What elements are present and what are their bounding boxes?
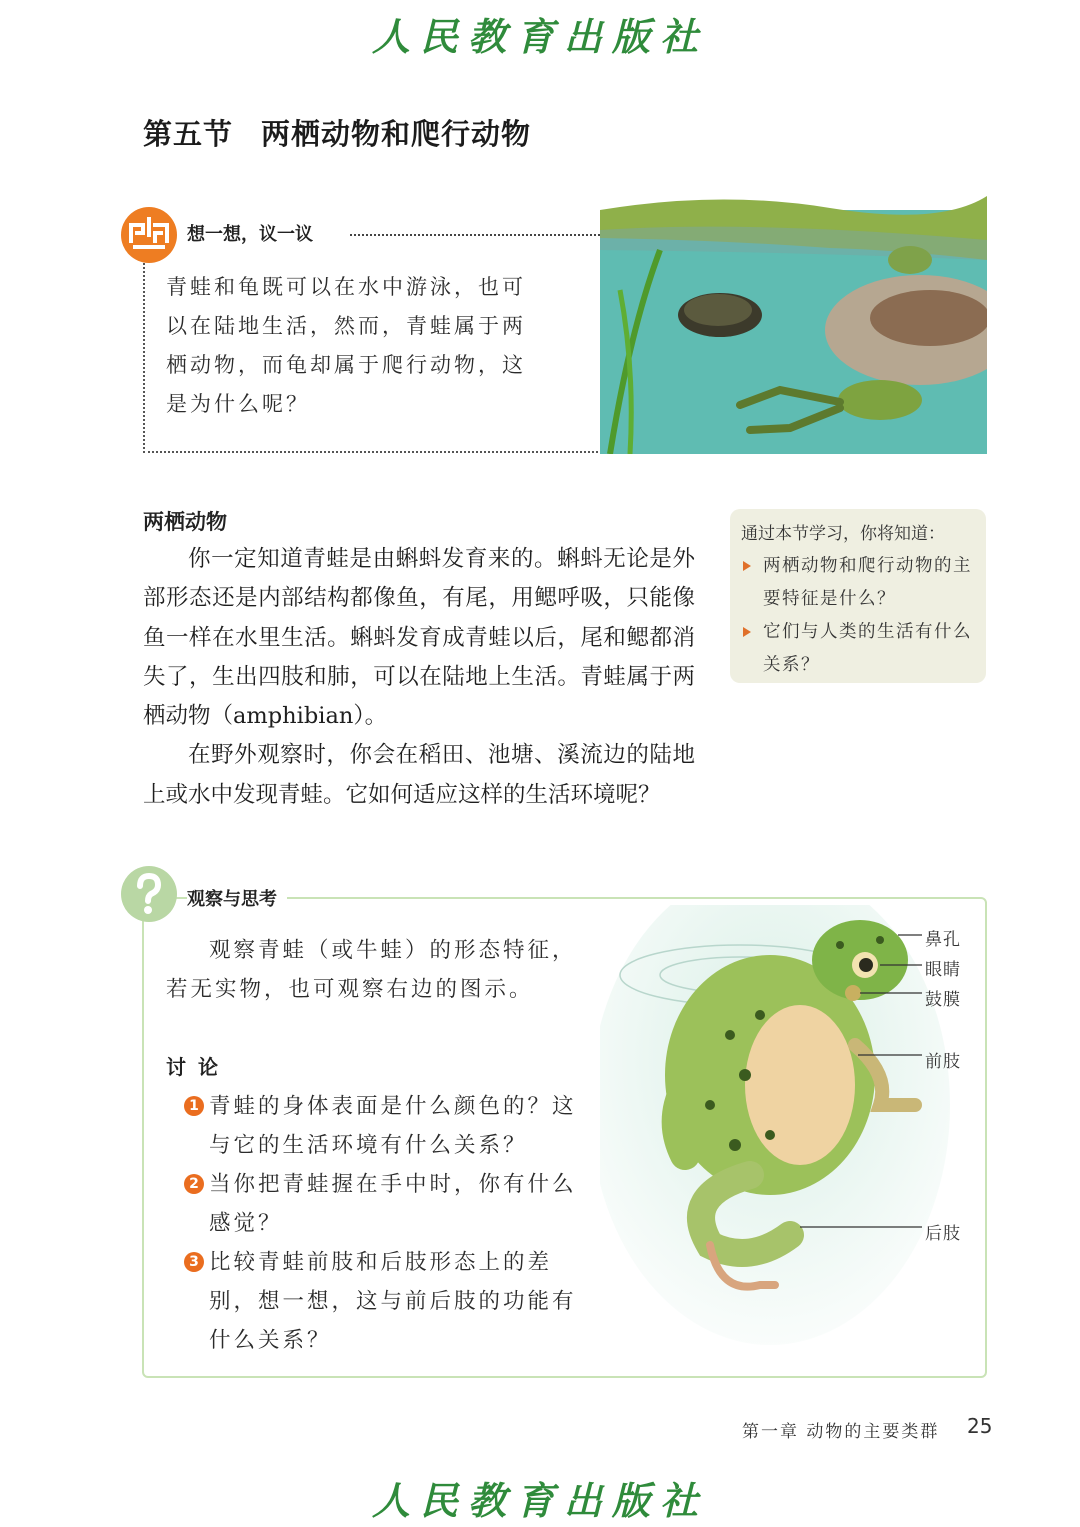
question-number-badge: 2: [184, 1174, 204, 1194]
amphibians-paragraph-1: 你一定知道青蛙是由蝌蚪发育来的。蝌蚪无论是外部形态还是内部结构都像鱼，有尾，用鳃呼吸，只能像鱼一样在水里生活。蝌蚪发育成青蛙以后，尾和鳃都消失了，生出四肢和肺，可以在陆地上生活。青蛙属于两栖动物（amphibian）。: [143, 546, 695, 730]
learning-goals-title: 通过本节学习，你将知道：: [741, 524, 945, 544]
discussion-question: [186, 1165, 596, 1243]
section-title: [143, 112, 531, 153]
discussion-label: 讨论: [166, 1055, 230, 1079]
observe-think-label: 观察与思考: [187, 885, 287, 911]
amphibians-heading: 两栖动物: [143, 510, 227, 534]
pond-frog-turtle-illustration: [600, 190, 987, 454]
section-number: 第五节: [143, 117, 234, 151]
question-mark-icon: [121, 866, 177, 922]
page-number: 25: [967, 1414, 993, 1438]
label-nostril: 鼻孔: [925, 930, 961, 950]
learning-goal-text: 两栖动物和爬行动物的主要特征是什么？: [763, 556, 972, 609]
question-text: 比较青蛙前肢和后肢形态上的差别，想一想，这与前后肢的功能有什么关系？: [209, 1250, 577, 1353]
dotted-divider: [350, 234, 600, 236]
question-number-badge: 3: [184, 1252, 204, 1272]
question-text: 当你把青蛙握在手中时，你有什么感觉？: [209, 1172, 577, 1236]
section-name: 两栖动物和爬行动物: [261, 117, 532, 151]
triangle-bullet-icon: [743, 561, 751, 571]
question-number-badge: 1: [184, 1096, 204, 1116]
label-eye: 眼睛: [925, 960, 961, 980]
frog-anatomy-figure: [600, 905, 985, 1367]
learning-goal-item: [741, 616, 976, 682]
label-eardrum: 鼓膜: [925, 990, 961, 1010]
label-forelimb: 前肢: [925, 1052, 961, 1072]
triangle-bullet-icon: [743, 627, 751, 637]
learning-goals-box: [730, 509, 986, 683]
footer-chapter: 第一章 动物的主要类群: [742, 1422, 940, 1442]
think-discuss-icon: [121, 207, 177, 263]
discussion-questions: [186, 1087, 596, 1360]
learning-goal-item: [741, 550, 976, 616]
label-hindlimb: 后肢: [925, 1224, 961, 1244]
think-discuss-label: 想一想，议一议: [187, 224, 313, 245]
amphibians-paragraph-2: 在野外观察时，你会在稻田、池塘、溪流边的陆地上或水中发现青蛙。它如何适应这样的生活环境呢？: [143, 742, 695, 808]
observe-instruction: [166, 931, 594, 1009]
publisher-watermark-top: 人民教育出版社: [371, 14, 708, 59]
discussion-question: [186, 1087, 596, 1165]
publisher-watermark-bottom: 人民教育出版社: [371, 1478, 708, 1523]
question-text: 青蛙的身体表面是什么颜色的？这与它的生活环境有什么关系？: [209, 1094, 577, 1158]
discussion-question: [186, 1243, 596, 1360]
amphibians-body: [143, 540, 695, 815]
observe-instruction-text: 观察青蛙（或牛蛙）的形态特征，若无实物，也可观察右边的图示。: [166, 938, 577, 1002]
think-discuss-text: 青蛙和龟既可以在水中游泳，也可以在陆地生活，然而，青蛙属于两栖动物，而龟却属于爬行动物，这是为什么呢？: [166, 275, 526, 416]
learning-goal-text: 它们与人类的生活有什么关系？: [763, 622, 972, 675]
